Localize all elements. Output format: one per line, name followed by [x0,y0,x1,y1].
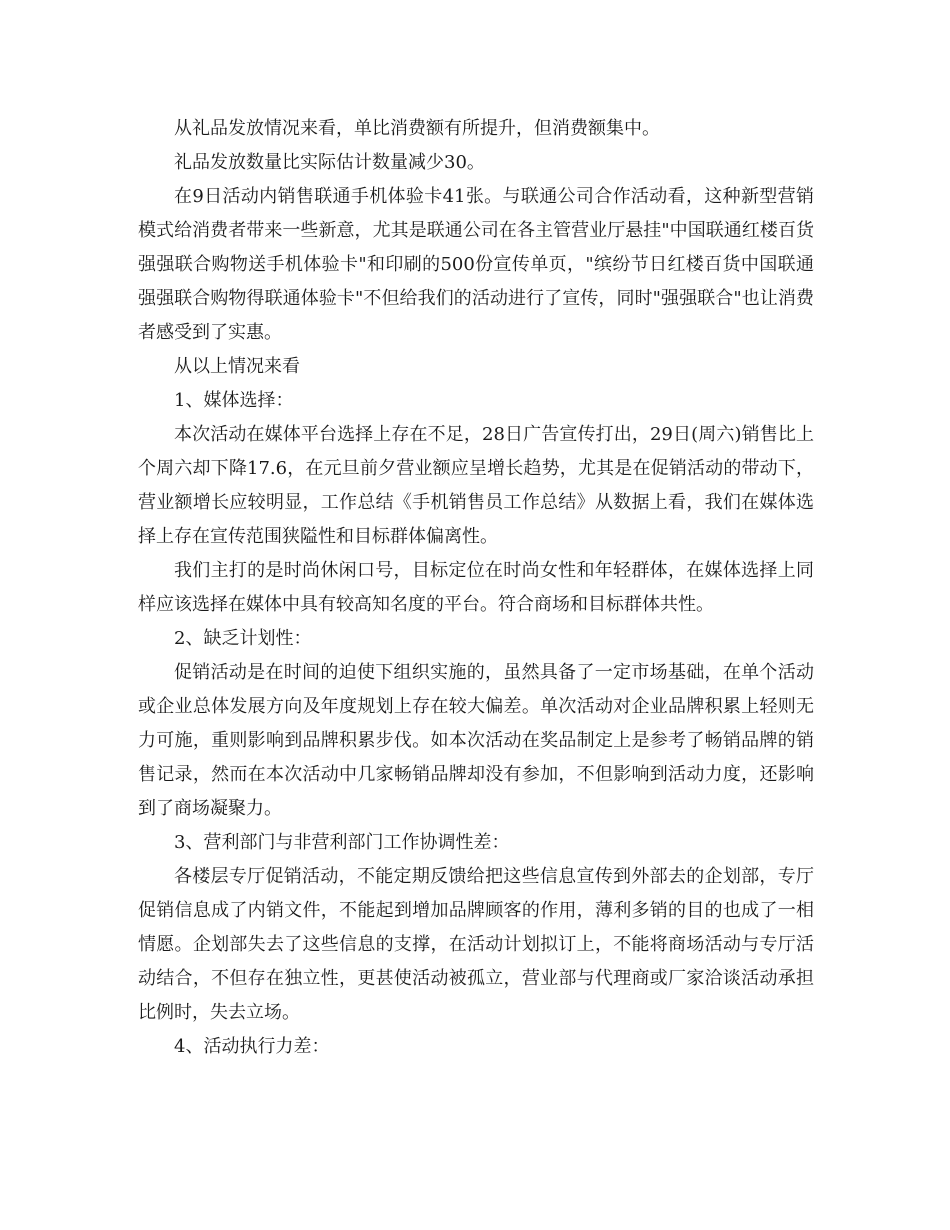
paragraph-department-coordination: 各楼层专厅促销活动，不能定期反馈给把这些信息宣传到外部去的企划部，专厅促销信息成了内销文件，不能起到增加品牌顾客的作用，薄利多销的目的也成了一相情愿。企划部失去了这些信息的支撑，在活动计划拟订上，不能将商场活动与专厅活动结合，不但存在独立性，更甚使活动被孤立，营业部与代理商或厂家洽谈活动承担比例时，失去立场。 [138,866,814,1023]
document-body [138,112,814,1064]
paragraph-target-audience: 我们主打的是时尚休闲口号，目标定位在时尚女性和年轻群体，在媒体选择上同样应该选择在媒体中具有较高知名度的平台。符合商场和目标群体共性。 [138,560,814,615]
paragraph-gift-distribution: 从礼品发放情况来看，单比消费额有所提升，但消费额集中。 [174,118,660,139]
heading-lack-of-planning: 2、缺乏计划性： [174,628,312,649]
paragraph-media-selection: 本次活动在媒体平台选择上存在不足，28日广告宣传打出，29日(周六)销售比上个周六却下降17.6，在元旦前夕营业额应呈增长趋势，尤其是在促销活动的带动下，营业额增长应较明显，工作总结《手机销售员工作总结》从数据上看，我们在媒体选择上存在宣传范围狭隘性和目标群体偏离性。 [138,424,814,547]
paragraph-summary-intro: 从以上情况来看 [174,356,300,377]
heading-poor-execution: 4、活动执行力差： [174,1036,330,1057]
paragraph-gift-quantity: 礼品发放数量比实际估计数量减少30。 [174,152,485,173]
heading-media-selection: 1、媒体选择： [174,390,294,411]
heading-department-coordination: 3、营利部门与非营利部门工作协调性差： [174,832,510,853]
paragraph-unicom-cooperation: 在9日活动内销售联通手机体验卡41张。与联通公司合作活动看，这种新型营销模式给消费者带来一些新意，尤其是联通公司在各主管营业厅悬挂"中国联通红楼百货强强联合购物送手机体验卡"和印刷的500份宣传单页，"缤纷节日红楼百货中国联通强强联合购物得联通体验卡"不但给我们的活动进行了宣传，同时"强强联合"也让消费者感受到了实惠。 [138,186,814,343]
paragraph-lack-of-planning: 促销活动是在时间的迫使下组织实施的，虽然具备了一定市场基础，在单个活动或企业总体发展方向及年度规划上存在较大偏差。单次活动对企业品牌积累上轻则无力可施，重则影响到品牌积累步伐。如本次活动在奖品制定上是参考了畅销品牌的销售记录，然而在本次活动中几家畅销品牌却没有参加，不但影响到活动力度，还影响到了商场凝聚力。 [138,662,814,819]
